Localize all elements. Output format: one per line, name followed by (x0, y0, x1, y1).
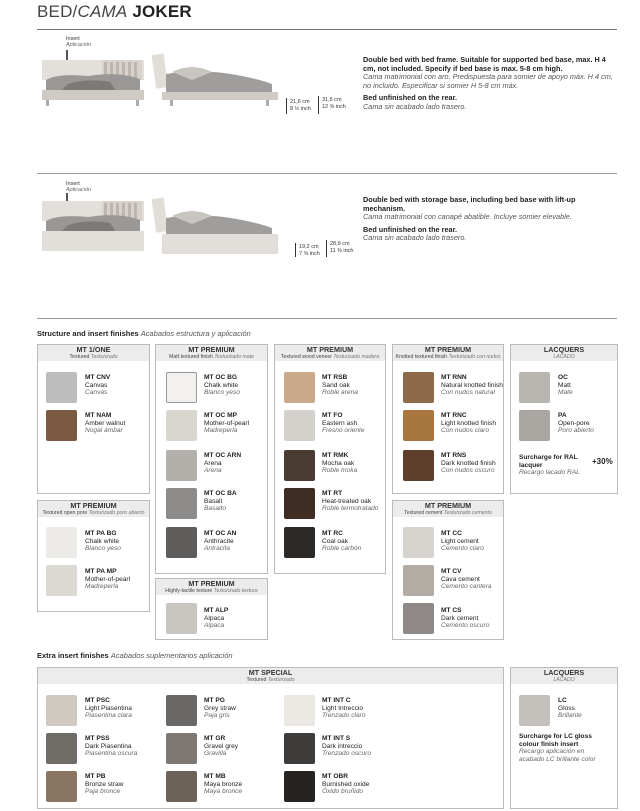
es-pb: Paja bronce (85, 788, 121, 796)
bed1-dim-b (322, 97, 346, 110)
es-lc: Brillante (558, 712, 582, 720)
bed1-desc-es: Cama matrimonial con aro. Predispuesta para somier de apoyo máx. H 4 cm, no incluido. Especificar si somier H 5-8 cm máx. (363, 72, 613, 90)
header-divider (37, 29, 617, 30)
bed2-dim-b (330, 241, 353, 254)
code-ocbg: MT OC BG (204, 374, 237, 381)
es-nam: Nogal ámbar (85, 427, 123, 435)
swatch-ints (284, 733, 315, 764)
label-rnn (441, 374, 521, 397)
panel-mtprem-wood-sub-es: Texturizado madera (333, 354, 380, 360)
panel-lacquers2-name: LACQUERS (543, 668, 585, 677)
es-fo: Fresno oriente (322, 427, 365, 435)
en-rnc: Light knotted finish (441, 419, 496, 427)
panel-mtspecial-name: MT SPECIAL (248, 668, 293, 677)
swatch-mb (166, 771, 197, 802)
en-rns: Dark knotted finish (441, 459, 496, 467)
section-structure-title (37, 329, 251, 338)
en-pb: Bronze straw (85, 780, 124, 788)
code-cs: MT CS (441, 607, 462, 614)
bed2-dim-b-in: 11 ⅜ inch (330, 247, 354, 254)
lc-surcharge-note (519, 733, 611, 763)
label-pg (204, 697, 284, 720)
swatch-rnn (403, 372, 434, 403)
en-rsb: Sand oak (322, 381, 350, 389)
en-rnn: Natural knotted finish (441, 381, 503, 389)
panel-mtprem-cem-sub-en: Textured cement (404, 510, 443, 516)
label-oc (558, 374, 613, 397)
en-pg: Grey straw (204, 704, 236, 712)
panel-mt1one-sub-es: Texturizado (90, 354, 118, 360)
swatch-cc (403, 527, 434, 558)
bed1-desc-en: Double bed with bed frame. Suitable for supported bed base, max. H 4 cm, not included. Specify if bed base is max. 5-8 cm high. (363, 55, 606, 73)
code-pamp: MT PA MP (85, 568, 117, 575)
en-pa: Open-pore (558, 419, 590, 427)
es-rns: Con nudos oscuro (441, 467, 495, 475)
en-ocarn: Arena (204, 459, 222, 467)
panel-mtspecial-sub-en: Textured (246, 677, 267, 683)
swatch-rns (403, 450, 434, 481)
swatch-rsb (284, 372, 315, 403)
swatch-ocmp (166, 410, 197, 441)
label-pamp (85, 568, 165, 591)
en-ocan: Anthracite (204, 537, 234, 545)
en-rc: Coal oak (322, 537, 349, 545)
label-mb (204, 773, 284, 796)
label-alp (204, 607, 284, 630)
panel-mtprem-wood-sub-en: Textured wood veneer (280, 354, 332, 360)
panel-mtprem-knot-sub-en: Knotted textured finish (395, 354, 448, 360)
code-cc: MT CC (441, 530, 462, 537)
es-rmk: Roble moka (322, 467, 358, 475)
label-rnc (441, 412, 521, 435)
en-oc: Matt (558, 381, 571, 389)
panel-mtprem-pore-sub-en: Textured open pore (42, 510, 88, 516)
code-ocarn: MT OC ARN (204, 452, 242, 459)
bed2-note-en: Bed unfinished on the rear. (363, 224, 458, 234)
es-ocmp: Madreperla (204, 427, 238, 435)
bed1-dim-b-cm: 31,5 cm (322, 97, 342, 103)
bed1-note-es: Cama sin acabado lado trasero. (363, 101, 467, 111)
label-ocan (204, 530, 284, 553)
es-ints: Trenzado oscuro (322, 750, 371, 758)
label-rt (322, 490, 402, 513)
code-nam: MT NAM (85, 412, 112, 419)
swatch-nam (46, 410, 77, 441)
label-gr (204, 735, 284, 758)
panel-mtprem-wood-name: MT PREMIUM (306, 345, 354, 354)
swatch-oc (519, 372, 550, 403)
en-alp: Alpaca (204, 614, 225, 622)
bed2-insert-en: Insert (66, 181, 80, 187)
panel-mtprem-alp-sub-es: Texturizado textura (213, 588, 258, 594)
es-cnv: Canvas (85, 389, 108, 397)
bed2-dim-a-cm: 19,2 cm (299, 244, 319, 250)
code-rsb: MT RSB (322, 374, 348, 381)
title-bed: BED/ (37, 2, 78, 21)
es-intc: Trenzado claro (322, 712, 366, 720)
label-cv (441, 568, 521, 591)
code-alp: MT ALP (204, 607, 229, 614)
bed1-dim-b-bar (318, 96, 319, 114)
panel-mtprem-pore-sub-es: Texturizado poro abierto (88, 510, 145, 516)
swatch-rt (284, 488, 315, 519)
swatch-pabg (46, 527, 77, 558)
label-nam (85, 412, 165, 435)
swatch-pamp (46, 565, 77, 596)
code-pb: MT PB (85, 773, 106, 780)
bed1-dim-b-in: 12 ⅜ inch (322, 103, 346, 110)
es-ocan: Antracita (204, 545, 231, 553)
es-ocbg: Blanco yeso (204, 389, 240, 397)
en-ints: Dark intreccio (322, 742, 363, 750)
code-ocmp: MT OC MP (204, 412, 237, 419)
en-nam: Amber walnut (85, 419, 126, 427)
code-ocan: MT OC AN (204, 530, 237, 537)
bed2-insert-es: Aplicación (66, 187, 92, 193)
es-ocarn: Arena (204, 467, 222, 475)
section1-title-en: Structure and insert finishes (37, 329, 139, 338)
es-cc: Cemento claro (441, 545, 484, 553)
en-ocmp: Mother-of-pearl (204, 419, 250, 427)
bed1-dim-a-bar (286, 98, 287, 114)
code-rnn: MT RNN (441, 374, 467, 381)
code-rns: MT RNS (441, 452, 467, 459)
ral-en: Surcharge for RAL lacquer (519, 454, 578, 469)
en-pabg: Chalk white (85, 537, 120, 545)
en-pss: Dark Piasentina (85, 742, 132, 750)
bed2-dim-a-in: 7 ⅝ inch (299, 250, 320, 257)
label-obr (322, 773, 402, 796)
en-cv: Cava cement (441, 575, 480, 583)
section1-title-es: Acabados estructura y aplicación (140, 329, 251, 338)
bed2-dim-b-bar (326, 240, 327, 257)
bed2-side-image (152, 196, 280, 256)
es-rt: Roble termotratado (322, 505, 379, 513)
panel-mtprem-cem-name: MT PREMIUM (424, 501, 472, 510)
es-gr: Gravilla (204, 750, 227, 758)
swatch-ocba (166, 488, 197, 519)
panel-mtprem-chalk-sub-en: Matt textured finish (169, 354, 213, 360)
bed1-dim-a-in: 8 ½ inch (290, 105, 311, 112)
label-psc (85, 697, 165, 720)
code-rnc: MT RNC (441, 412, 467, 419)
bed2-dim-b-cm: 28,9 cm (330, 241, 350, 247)
panel-mtprem-pore-name: MT PREMIUM (70, 501, 117, 510)
label-lc (558, 697, 613, 720)
code-psc: MT PSC (85, 697, 110, 704)
bed-divider (37, 173, 617, 174)
swatch-cnv (46, 372, 77, 403)
code-pss: MT PSS (85, 735, 110, 742)
label-rsb (322, 374, 402, 397)
swatch-pa (519, 410, 550, 441)
swatch-cv (403, 565, 434, 596)
en-cnv: Canvas (85, 381, 108, 389)
en-ocba: Basalt (204, 497, 223, 505)
code-cv: MT CV (441, 568, 462, 575)
panel-lacquers1-name: LACQUERS (543, 345, 585, 354)
es-pss: Piasentina oscura (85, 750, 138, 758)
code-intc: MT INT C (322, 697, 351, 704)
panel-mtprem-alp-sub-en: Highly-tactile texture (165, 588, 213, 594)
en-intc: Light Intreccio (322, 704, 364, 712)
es-cv: Cemento cantera (441, 583, 492, 591)
bed2-dim-a (299, 244, 320, 257)
bed1-dim-a-cm: 21,6 cm (290, 99, 310, 105)
label-ocmp (204, 412, 284, 435)
panel-mt1one-name: MT 1/ONE (76, 345, 111, 354)
es-rc: Roble carbón (322, 545, 362, 553)
panel-mt1one-sub-en: Textured (69, 354, 90, 360)
lc-en: Surcharge for LC gloss colour finish insert (519, 733, 592, 748)
title-cama: CAMA (77, 2, 128, 21)
label-ocarn (204, 452, 284, 475)
swatch-rmk (284, 450, 315, 481)
swatch-rc (284, 527, 315, 558)
en-cc: Light cement (441, 537, 479, 545)
bed1-dim-a (290, 99, 311, 112)
bed2-dim-a-bar (295, 243, 296, 257)
en-mb: Maya bronze (204, 780, 243, 788)
bed1-side-image (152, 52, 280, 108)
label-fo (322, 412, 402, 435)
label-ocbg (204, 374, 284, 397)
es-rsb: Roble arena (322, 389, 358, 397)
es-pg: Paja gris (204, 712, 230, 720)
code-ints: MT INT S (322, 735, 351, 742)
label-cs (441, 607, 521, 630)
swatch-gr (166, 733, 197, 764)
en-fo: Eastern ash (322, 419, 358, 427)
code-cnv: MT CNV (85, 374, 111, 381)
code-rc: MT RC (322, 530, 343, 537)
es-alp: Alpaca (204, 622, 225, 630)
es-oc: Mate (558, 389, 573, 397)
label-ocba (204, 490, 284, 513)
swatch-psc (46, 695, 77, 726)
en-ocbg: Chalk white (204, 381, 239, 389)
bed1-note-en: Bed unfinished on the rear. (363, 93, 458, 102)
title-model: JOKER (132, 2, 192, 21)
code-mb: MT MB (204, 773, 226, 780)
bed2-desc-en: Double bed with storage base, including bed base with lift-up mechanism. (363, 195, 576, 213)
es-pabg: Blanco yeso (85, 545, 121, 553)
label-ints (322, 735, 402, 758)
panel-lacquers2-sub-es: LACADO (553, 677, 575, 683)
bed1-description (363, 56, 618, 115)
bed1-front-image (38, 46, 148, 108)
es-obr: Óxido bruñido (322, 788, 364, 796)
es-psc: Piasentina clara (85, 712, 132, 720)
label-pa (558, 412, 613, 435)
page-title (37, 2, 192, 22)
label-cc (441, 530, 521, 553)
code-obr: MT OBR (322, 773, 349, 780)
es-pa: Poro abierto (558, 427, 594, 435)
swatch-ocan (166, 527, 197, 558)
code-lc: LC (558, 697, 567, 704)
code-ocba: MT OC BA (204, 490, 237, 497)
es-cs: Cemento oscuro (441, 622, 490, 630)
swatch-ocbg (166, 372, 197, 403)
swatch-alp (166, 603, 197, 634)
en-lc: Gloss (558, 704, 575, 712)
code-pa: PA (558, 412, 567, 419)
panel-mtprem-knot-name: MT PREMIUM (424, 345, 472, 354)
ral-es: Recargo lacado RAL (519, 469, 580, 477)
es-ocba: Basalto (204, 505, 226, 513)
swatch-pg (166, 695, 197, 726)
label-rmk (322, 452, 402, 475)
swatch-pss (46, 733, 77, 764)
bed2-note-es: Cama sin acabado lado trasero. (363, 233, 467, 242)
swatch-intc (284, 695, 315, 726)
bed1-insert-es: Aplicación (66, 42, 92, 48)
code-pabg: MT PA BG (85, 530, 117, 537)
code-fo: MT FO (322, 412, 343, 419)
label-rc (322, 530, 402, 553)
label-pss (85, 735, 165, 758)
en-obr: Burnished oxide (322, 780, 370, 788)
code-pg: MT PG (204, 697, 225, 704)
label-pabg (85, 530, 165, 553)
panel-lacquers1-sub-es: LACADO (553, 354, 575, 360)
section2-title-en: Extra insert finishes (37, 651, 109, 660)
en-cs: Dark cement (441, 614, 479, 622)
code-gr: MT GR (204, 735, 226, 742)
en-gr: Gravel grey (204, 742, 239, 750)
en-rmk: Mocha oak (322, 459, 355, 467)
lc-es: Recargo aplicación en acabado LC brillante color (519, 748, 596, 763)
swatch-ocarn (166, 450, 197, 481)
en-psc: Light Piasentina (85, 704, 132, 712)
swatch-cs (403, 603, 434, 634)
label-pb (85, 773, 165, 796)
swatch-rnc (403, 410, 434, 441)
ral-surcharge-pct: +30% (592, 457, 613, 466)
finishes-divider (37, 318, 617, 319)
en-rt: Heat-treated oak (322, 497, 372, 505)
swatch-lc (519, 695, 550, 726)
swatch-obr (284, 771, 315, 802)
panel-mtprem-knot-sub-es: Texturizado con nudos (448, 354, 501, 360)
en-pamp: Mother-of-pearl (85, 575, 131, 583)
es-rnn: Con nudos natural (441, 389, 495, 397)
label-cnv (85, 374, 165, 397)
panel-mtprem-cem-sub-es: Texturizado cemento (443, 510, 492, 516)
label-rns (441, 452, 521, 475)
label-intc (322, 697, 402, 720)
section2-title-es: Acabados suplementarios aplicación (110, 651, 233, 660)
bed1-insert-en: Insert (66, 36, 80, 42)
panel-mtprem-chalk-name: MT PREMIUM (188, 345, 235, 354)
swatch-pb (46, 771, 77, 802)
ral-surcharge-note (519, 454, 589, 477)
panel-mtspecial-sub-es: Texturizado (267, 677, 295, 683)
swatch-fo (284, 410, 315, 441)
bed2-description (363, 196, 618, 247)
es-pamp: Madreperla (85, 583, 119, 591)
bed2-insert-label (66, 181, 91, 193)
code-rmk: MT RMK (322, 452, 349, 459)
bed2-desc-es: Cama matrimonial con canapé abatible. Incluye somier elevable. (363, 212, 572, 221)
code-rt: MT RT (322, 490, 343, 497)
es-rnc: Con nudos claro (441, 427, 490, 435)
code-oc: OC (558, 374, 568, 381)
es-mb: Maya bronce (204, 788, 243, 796)
panel-mtprem-alp-name: MT PREMIUM (188, 579, 235, 588)
section-extra-title (37, 651, 233, 660)
bed2-front-image (38, 193, 148, 255)
panel-mtprem-chalk-sub-es: Texturizado mate (214, 354, 254, 360)
